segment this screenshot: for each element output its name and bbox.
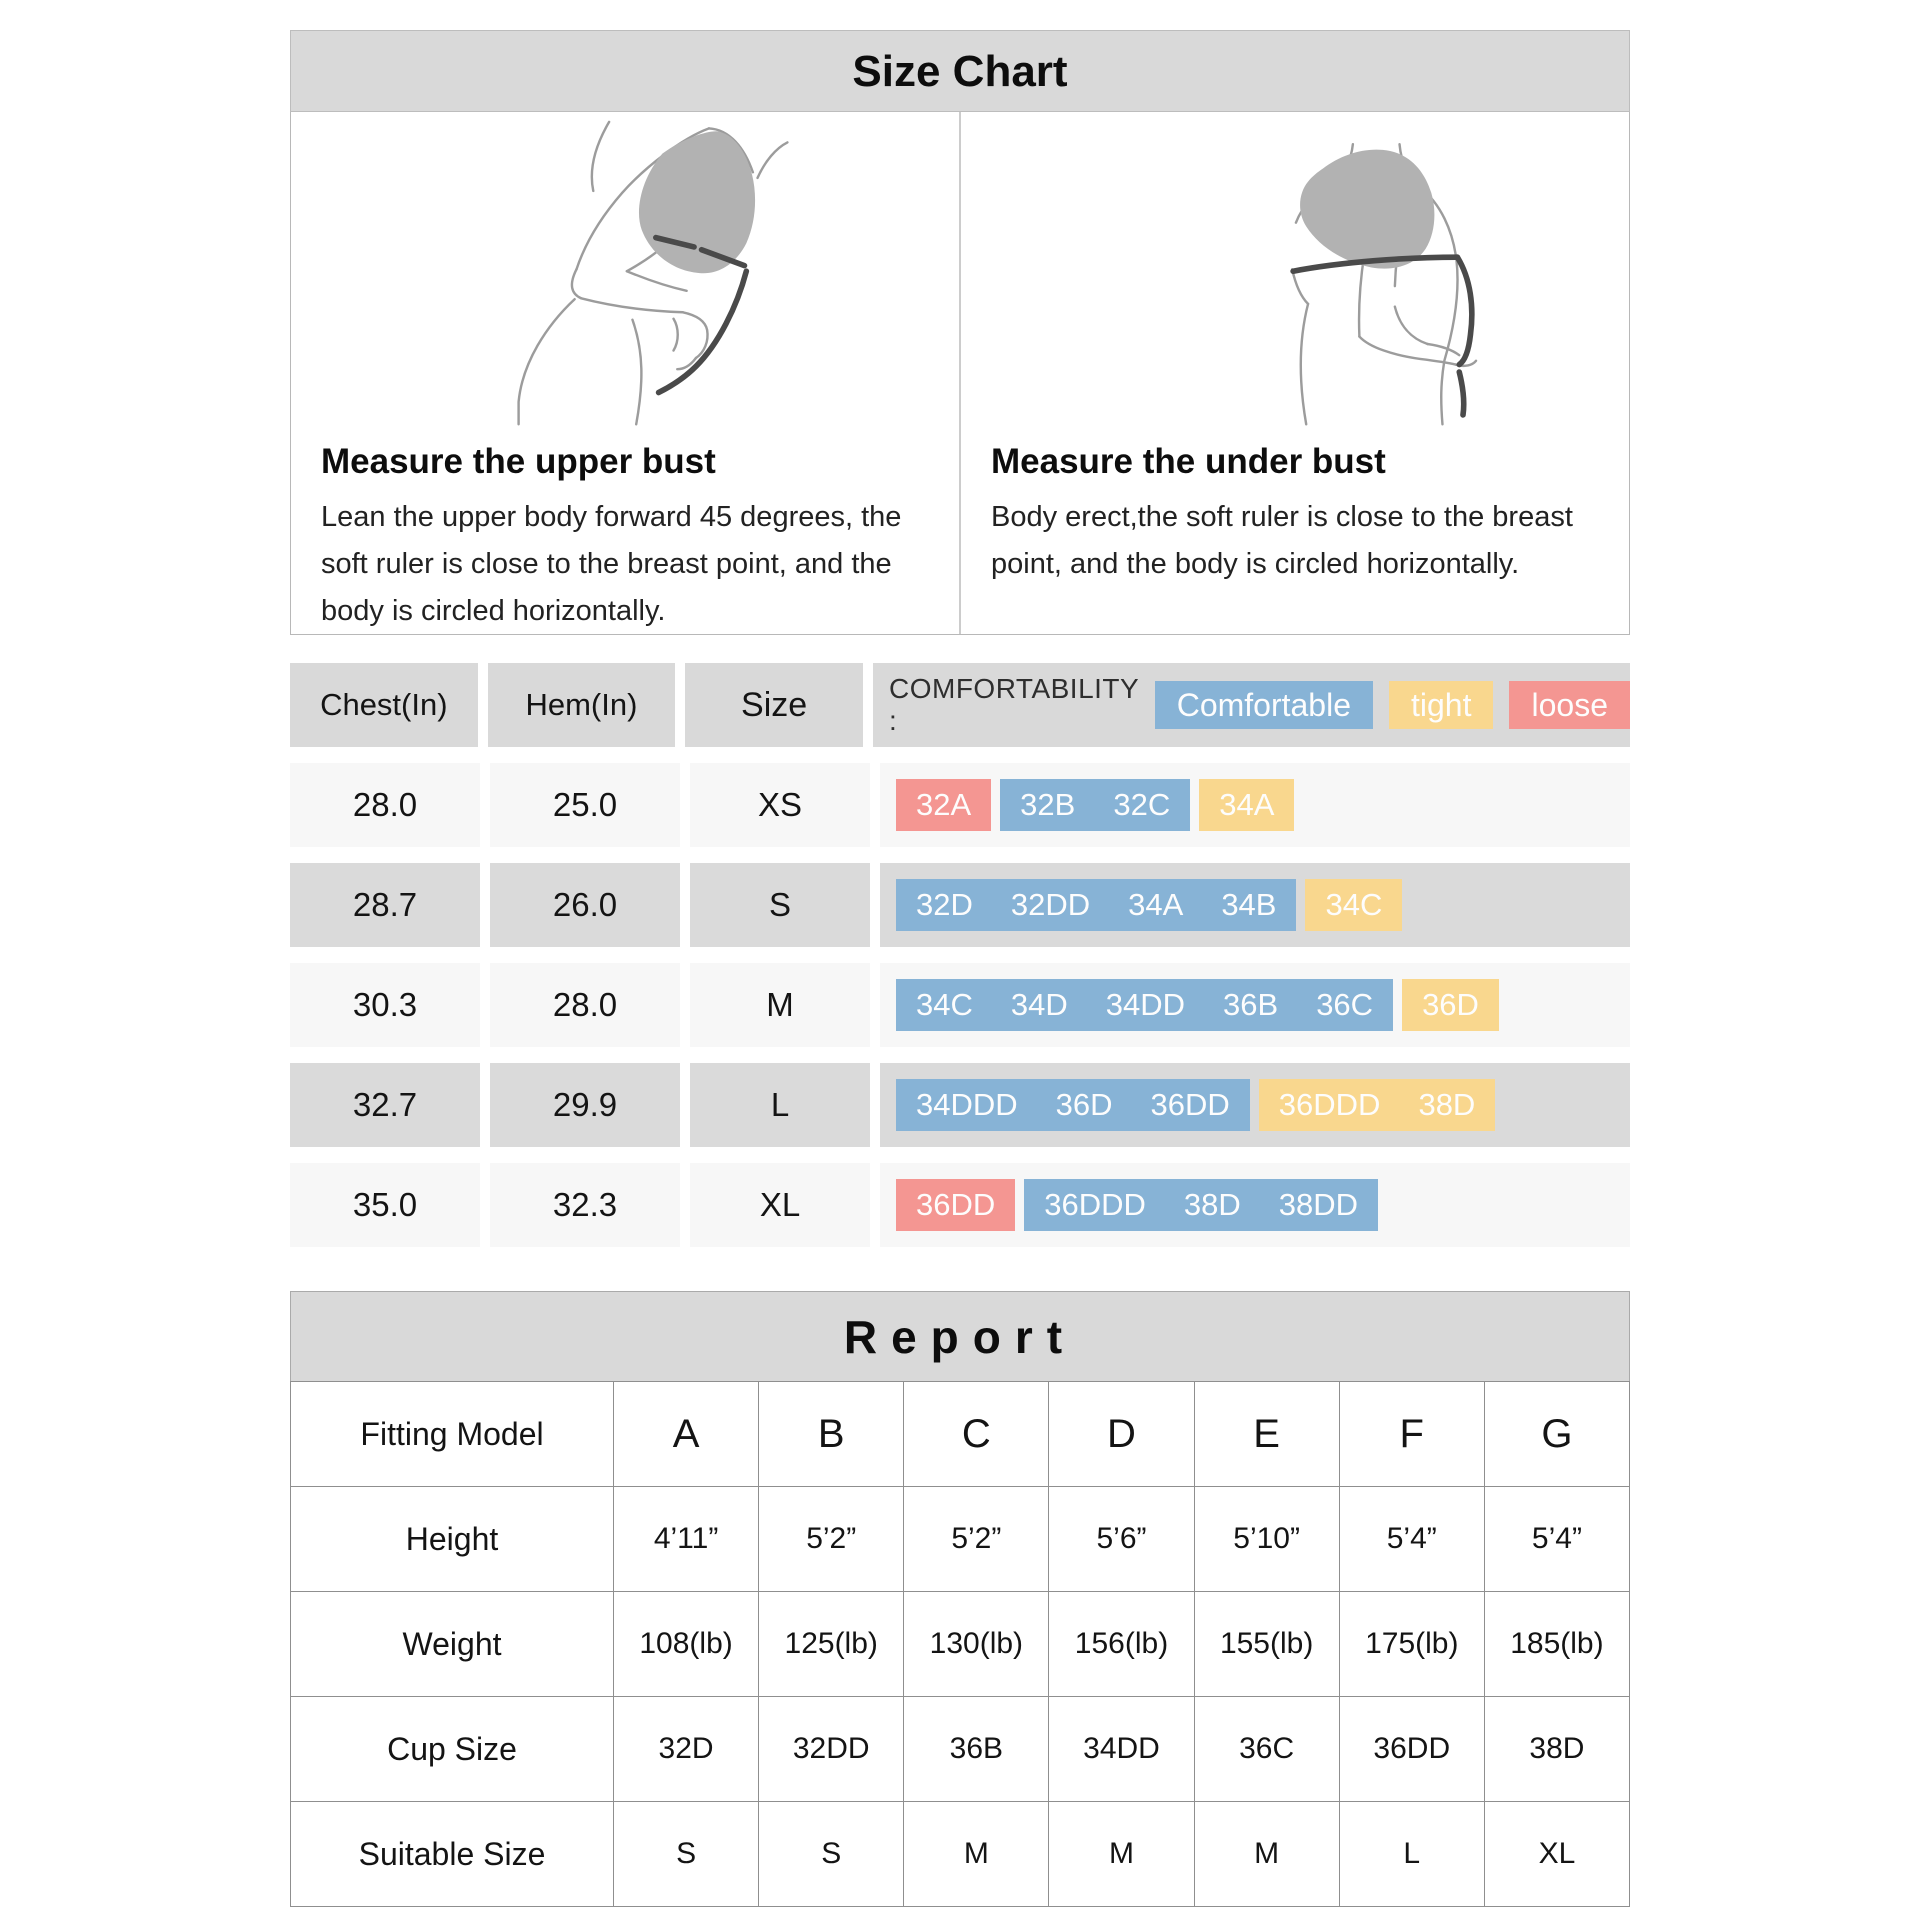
comfortability-cell xyxy=(880,763,1630,847)
size-value: XS xyxy=(690,763,870,847)
report-value: 108(lb) xyxy=(614,1592,759,1697)
report-value: 5’2” xyxy=(759,1487,904,1592)
comfortable-badge xyxy=(1024,1179,1378,1231)
report-value: 175(lb) xyxy=(1339,1592,1484,1697)
report-value: E xyxy=(1194,1382,1339,1487)
chest-value: 30.3 xyxy=(290,963,480,1047)
bra-size-label: 36D xyxy=(1422,987,1479,1022)
comfortability-cell xyxy=(880,963,1630,1047)
hem-value: 25.0 xyxy=(490,763,680,847)
tight-badge xyxy=(1402,979,1499,1031)
comfortable-badge xyxy=(896,1079,1250,1131)
report-value: 5’6” xyxy=(1049,1487,1194,1592)
report-value: 156(lb) xyxy=(1049,1592,1194,1697)
measure-upper-bust-illustration xyxy=(321,112,929,428)
report-value: C xyxy=(904,1382,1049,1487)
report-row-height xyxy=(291,1487,1630,1592)
bent-figure-drawing xyxy=(410,120,840,428)
report-value: 36B xyxy=(904,1697,1049,1802)
comfortability-cell xyxy=(880,1063,1630,1147)
bra-size-label: 36DDD xyxy=(1044,1187,1146,1222)
chest-value: 28.7 xyxy=(290,863,480,947)
report-value: M xyxy=(904,1802,1049,1907)
hem-value: 29.9 xyxy=(490,1063,680,1147)
size-column-header: Size xyxy=(685,663,863,747)
bra-size-label: 34C xyxy=(1325,887,1383,922)
report-value: F xyxy=(1339,1382,1484,1487)
size-chart-page xyxy=(290,0,1630,1917)
tight-badge xyxy=(1259,1079,1496,1131)
bra-size-label: 36C xyxy=(1316,987,1374,1022)
comfortability-label: COMFORTABILITY : xyxy=(889,673,1139,736)
report-value: 32DD xyxy=(759,1697,904,1802)
report-value: 5’10” xyxy=(1194,1487,1339,1592)
bra-size-label: 32D xyxy=(916,887,973,922)
report-value: S xyxy=(614,1802,759,1907)
size-value: L xyxy=(690,1063,870,1147)
bra-size-label: 34C xyxy=(916,987,973,1022)
legend-comfortable-badge: Comfortable xyxy=(1155,681,1373,729)
bra-size-label: 34A xyxy=(1219,787,1275,822)
report-value: 36C xyxy=(1194,1697,1339,1802)
comfortable-badge xyxy=(896,979,1393,1031)
report-value: 32D xyxy=(614,1697,759,1802)
chest-value: 32.7 xyxy=(290,1063,480,1147)
size-value: S xyxy=(690,863,870,947)
bra-size-label: 34A xyxy=(1128,887,1184,922)
bra-size-label: 34DD xyxy=(1105,987,1186,1022)
legend-loose-badge: loose xyxy=(1509,681,1630,729)
report-value: M xyxy=(1194,1802,1339,1907)
report-table xyxy=(290,1381,1630,1907)
size-row-m xyxy=(290,963,1630,1047)
report-value: 5’4” xyxy=(1484,1487,1629,1592)
report-value: 155(lb) xyxy=(1194,1592,1339,1697)
loose-badge xyxy=(896,1179,1015,1231)
report-value: 34DD xyxy=(1049,1697,1194,1802)
report-value: 36DD xyxy=(1339,1697,1484,1802)
measure-under-bust-text: Body erect,the soft ruler is close to the breast point, and the body is circled horizontally. xyxy=(991,501,1573,580)
report-row-label: Fitting Model xyxy=(291,1382,614,1487)
comfortable-badge xyxy=(896,879,1296,931)
measure-panels xyxy=(290,112,1630,635)
report-value: B xyxy=(759,1382,904,1487)
bra-size-label: 36DD xyxy=(1150,1087,1230,1122)
bra-size-label: 36B xyxy=(1223,987,1279,1022)
hem-column-header: Hem(In) xyxy=(488,663,676,747)
report-value: XL xyxy=(1484,1802,1629,1907)
bra-size-label: 36DD xyxy=(916,1187,996,1222)
report-row-cup-size xyxy=(291,1697,1630,1802)
size-table-rows xyxy=(290,763,1630,1247)
standing-figure-drawing xyxy=(1080,120,1510,428)
report-value: 5’2” xyxy=(904,1487,1049,1592)
report-value: 125(lb) xyxy=(759,1592,904,1697)
report-title: Report xyxy=(290,1291,1630,1381)
report-value: 4’11” xyxy=(614,1487,759,1592)
report-value: A xyxy=(614,1382,759,1487)
report-row-fitting-model xyxy=(291,1382,1630,1487)
size-table-header-row xyxy=(290,663,1630,747)
size-row-l xyxy=(290,1063,1630,1147)
bra-size-label: 32DD xyxy=(1010,887,1091,922)
comfortability-cell xyxy=(880,863,1630,947)
measure-upper-bust-title: Measure the upper bust xyxy=(321,442,716,481)
chest-value: 28.0 xyxy=(290,763,480,847)
report-row-suitable-size xyxy=(291,1802,1630,1907)
legend-tight-badge: tight xyxy=(1389,681,1493,729)
bra-size-label: 34D xyxy=(1010,987,1068,1022)
hem-value: 32.3 xyxy=(490,1163,680,1247)
size-row-xs xyxy=(290,763,1630,847)
report-row-label: Height xyxy=(291,1487,614,1592)
bra-size-label: 32B xyxy=(1020,787,1076,822)
bra-size-label: 38DD xyxy=(1278,1187,1359,1222)
comfortable-badge xyxy=(1000,779,1190,831)
comfortability-cell xyxy=(880,1163,1630,1247)
report-section xyxy=(290,1291,1630,1917)
bra-size-label: 34B xyxy=(1221,887,1277,922)
hem-value: 28.0 xyxy=(490,963,680,1047)
report-table-body xyxy=(291,1382,1630,1907)
bra-size-label: 32C xyxy=(1113,787,1171,822)
measure-upper-bust-panel xyxy=(291,112,959,634)
report-value: 5’4” xyxy=(1339,1487,1484,1592)
report-value: D xyxy=(1049,1382,1194,1487)
report-value: L xyxy=(1339,1802,1484,1907)
report-value: 38D xyxy=(1484,1697,1629,1802)
tight-badge xyxy=(1305,879,1402,931)
measure-under-bust-illustration xyxy=(991,112,1599,428)
size-table xyxy=(290,663,1630,1247)
report-value: 185(lb) xyxy=(1484,1592,1629,1697)
size-row-xl xyxy=(290,1163,1630,1247)
report-row-label: Weight xyxy=(291,1592,614,1697)
bra-size-label: 36DDD xyxy=(1278,1087,1381,1122)
loose-badge xyxy=(896,779,991,831)
chest-column-header: Chest(In) xyxy=(290,663,478,747)
bra-size-label: 34DDD xyxy=(916,1087,1018,1122)
bra-size-label: 32A xyxy=(916,787,972,822)
bra-size-label: 36D xyxy=(1055,1087,1113,1122)
size-row-s xyxy=(290,863,1630,947)
hem-value: 26.0 xyxy=(490,863,680,947)
report-value: G xyxy=(1484,1382,1629,1487)
size-value: M xyxy=(690,963,870,1047)
measure-upper-bust-text: Lean the upper body forward 45 degrees, the soft ruler is close to the breast point, and the body is circled horizontally. xyxy=(321,501,902,627)
report-row-label: Suitable Size xyxy=(291,1802,614,1907)
chest-value: 35.0 xyxy=(290,1163,480,1247)
report-value: M xyxy=(1049,1802,1194,1907)
tight-badge xyxy=(1199,779,1294,831)
measure-under-bust-title: Measure the under bust xyxy=(991,442,1386,481)
report-value: 130(lb) xyxy=(904,1592,1049,1697)
comfortability-legend xyxy=(873,663,1630,747)
measure-under-bust-panel xyxy=(959,112,1629,634)
bra-size-label: 38D xyxy=(1418,1087,1476,1122)
bra-size-label: 38D xyxy=(1183,1187,1241,1222)
size-value: XL xyxy=(690,1163,870,1247)
report-row-label: Cup Size xyxy=(291,1697,614,1802)
size-chart-title: Size Chart xyxy=(290,30,1630,112)
report-row-weight xyxy=(291,1592,1630,1697)
report-value: S xyxy=(759,1802,904,1907)
